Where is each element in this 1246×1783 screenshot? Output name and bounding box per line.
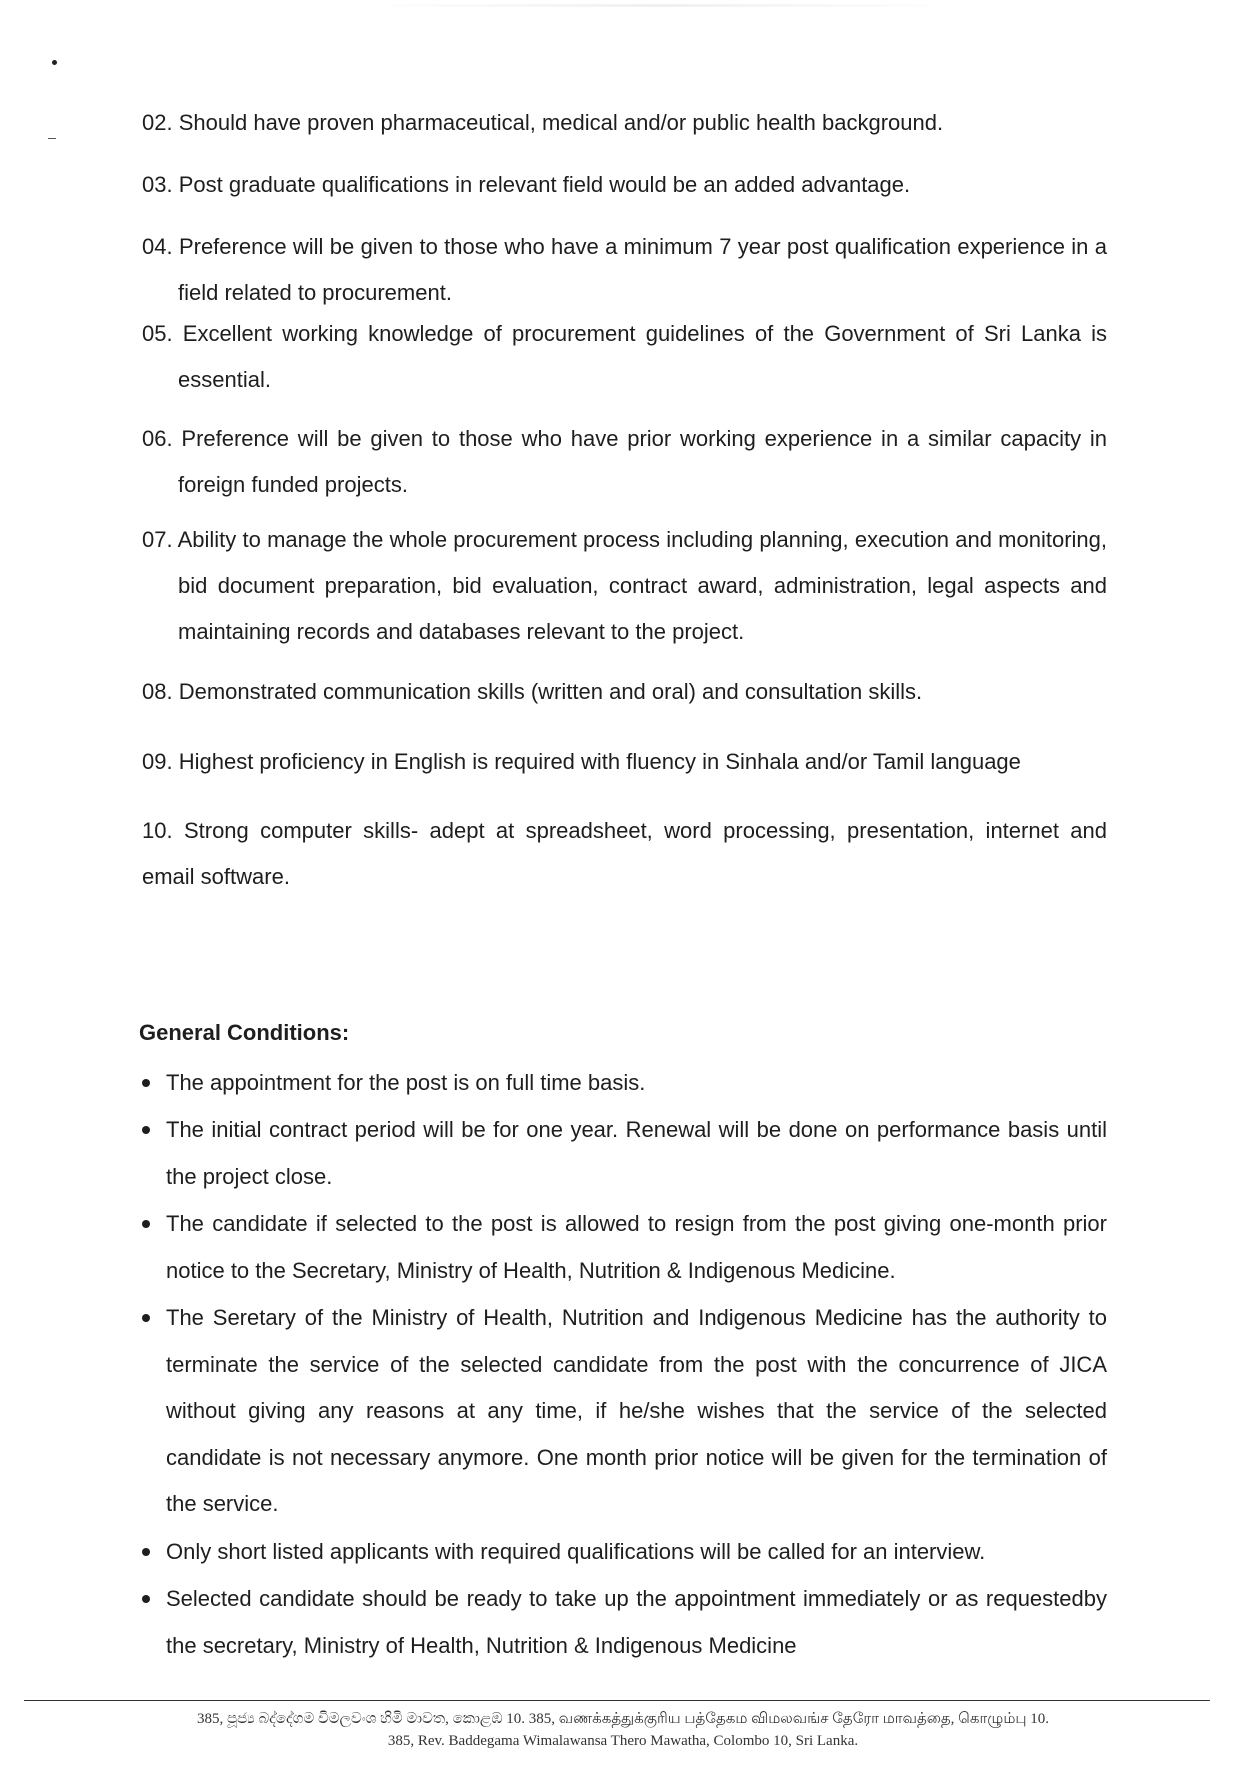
condition-text: Selected candidate should be ready to take up the appointment immediately or as requestedby the secretary, Ministry of Health, Nutrition & Indigenous Medicine bbox=[166, 1586, 1107, 1658]
requirement-item bbox=[142, 808, 1107, 900]
margin-dot bbox=[52, 60, 57, 65]
requirement-text: Strong computer skills- adept at spreadsheet, word processing, presentation, internet and email software. bbox=[142, 818, 1107, 889]
requirement-item bbox=[142, 669, 1107, 715]
condition-item bbox=[139, 1576, 1107, 1669]
requirement-text: Excellent working knowledge of procurement guidelines of the Government of Sri Lanka is essential. bbox=[178, 321, 1107, 392]
general-conditions-heading: General Conditions: bbox=[139, 1020, 350, 1045]
condition-item bbox=[139, 1107, 1107, 1200]
footer-address-english: 385, Rev. Baddegama Wimalawansa Thero Mawatha, Colombo 10, Sri Lanka. bbox=[387, 1733, 859, 1749]
requirement-item bbox=[142, 517, 1107, 655]
requirement-number: 06. bbox=[142, 426, 173, 451]
condition-item bbox=[139, 1201, 1107, 1294]
condition-text: The Seretary of the Ministry of Health, Nutrition and Indigenous Medicine has the authority to terminate the service of the selected candidate from the post with the concurrence of JICA without giving any reasons at any time, if he/she wishes that the service of the selected candidate is not necessary anymore. One month prior notice will be given for the termination of the service. bbox=[166, 1305, 1107, 1516]
requirement-number: 08. bbox=[142, 679, 173, 704]
requirement-item bbox=[142, 416, 1107, 508]
requirement-text: Ability to manage the whole procurement process including planning, execution and monitoring, bid document preparation, bid evaluation, contract award, administration, legal aspects and maintaining records and databases relevant to the project. bbox=[177, 527, 1107, 644]
condition-item bbox=[139, 1295, 1107, 1528]
requirement-text: Preference will be given to those who have prior working experience in a similar capacity in foreign funded projects. bbox=[178, 426, 1107, 497]
bullet-icon bbox=[142, 1314, 150, 1322]
condition-text: Only short listed applicants with required qualifications will be called for an interview. bbox=[166, 1539, 986, 1564]
address-footer bbox=[0, 1708, 1246, 1752]
condition-text: The candidate if selected to the post is allowed to resign from the post giving one-month prior notice to the Secretary, Ministry of Health, Nutrition & Indigenous Medicine. bbox=[166, 1211, 1107, 1283]
requirement-text: Post graduate qualifications in relevant field would be an added advantage. bbox=[178, 172, 911, 197]
scan-artifact bbox=[360, 4, 960, 7]
condition-text: The appointment for the post is on full time basis. bbox=[166, 1070, 646, 1095]
condition-item bbox=[139, 1529, 1107, 1576]
requirement-number: 04. bbox=[142, 234, 173, 259]
requirement-item bbox=[142, 739, 1107, 785]
requirement-number: 02. bbox=[142, 110, 173, 135]
requirement-item bbox=[142, 224, 1107, 316]
requirement-number: 05. bbox=[142, 321, 173, 346]
requirement-item bbox=[142, 100, 1107, 146]
requirement-number: 10. bbox=[142, 818, 173, 843]
requirement-text: Highest proficiency in English is required with fluency in Sinhala and/or Tamil language bbox=[178, 749, 1021, 774]
bullet-icon bbox=[142, 1595, 150, 1603]
requirement-number: 07. bbox=[142, 527, 173, 552]
requirement-number: 03. bbox=[142, 172, 173, 197]
margin-mark bbox=[48, 138, 56, 139]
requirement-item bbox=[142, 311, 1107, 403]
requirement-item bbox=[142, 162, 1107, 208]
bullet-icon bbox=[142, 1548, 150, 1556]
bullet-icon bbox=[142, 1220, 150, 1228]
footer-divider bbox=[24, 1700, 1210, 1701]
bullet-icon bbox=[142, 1079, 150, 1087]
footer-address-local: 385, පූජ්‍ය බද්දේගම විමලවංශ හිමි මාවත, කොළඹ 10. 385, வணக்கத்துக்குரிய பத்தேகம விமலவங்ச தேரோ மாவத்தை, கொழும்பு 10. bbox=[196, 1711, 1050, 1727]
requirement-text: Demonstrated communication skills (written and oral) and consultation skills. bbox=[178, 679, 923, 704]
requirement-text: Should have proven pharmaceutical, medical and/or public health background. bbox=[178, 110, 944, 135]
condition-item bbox=[139, 1060, 1107, 1107]
condition-text: The initial contract period will be for one year. Renewal will be done on performance basis until the project close. bbox=[166, 1117, 1107, 1189]
requirement-text: Preference will be given to those who have a minimum 7 year post qualification experience in a field related to procurement. bbox=[178, 234, 1107, 305]
bullet-icon bbox=[142, 1126, 150, 1134]
requirement-number: 09. bbox=[142, 749, 173, 774]
